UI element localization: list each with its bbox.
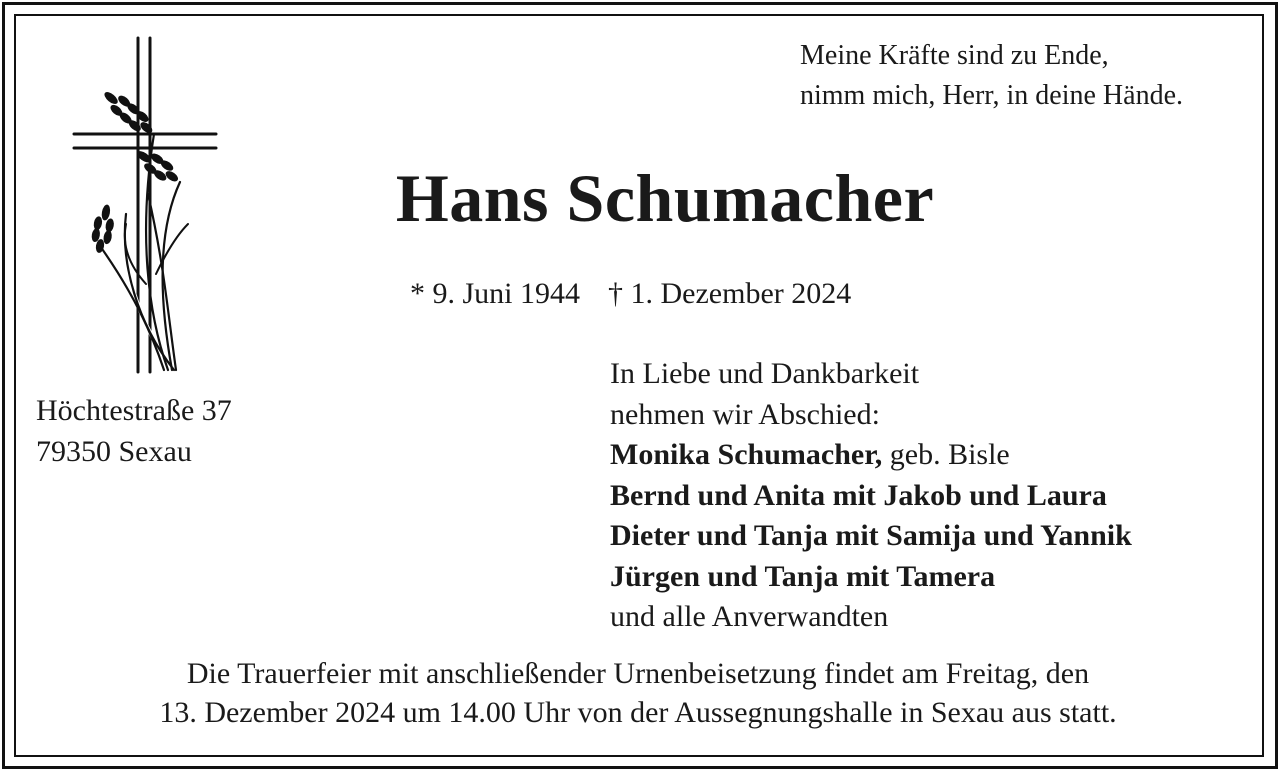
- address-block: [36, 390, 232, 472]
- mourner-family-2: Dieter und Tanja mit Samija und Yannik: [610, 519, 1132, 552]
- mourners-block: [610, 354, 1132, 638]
- mourner-family-3: Jürgen und Tanja mit Tamera: [610, 559, 996, 593]
- mourner-spouse: [610, 435, 1132, 476]
- mourner-family-1: Bernd und Anita mit Jakob und Laura: [610, 478, 1107, 512]
- address-city: 79350 Sexau: [36, 435, 192, 468]
- motto-line-2: nimm mich, Herr, in deine Hände.: [800, 80, 1183, 111]
- ceremony-notice: [18, 654, 1258, 732]
- spouse-maiden-name: geb. Bisle: [882, 438, 1010, 471]
- address-street: Höchtestraße 37: [36, 394, 232, 427]
- motto-line-1: Meine Kräfte sind zu Ende,: [800, 40, 1109, 71]
- deceased-name: Hans Schumacher: [395, 160, 935, 236]
- ceremony-line-2: 13. Dezember 2024 um 14.00 Uhr von der Aussegnungshalle in Sexau aus statt.: [159, 696, 1117, 729]
- spouse-name: Monika Schumacher,: [610, 438, 883, 471]
- mourners-intro-1: In Liebe und Dankbarkeit: [610, 357, 920, 390]
- life-dates: [410, 274, 851, 314]
- mourners-closing: und alle Anverwandten: [610, 600, 889, 633]
- birth-date: * 9. Juni 1944: [410, 277, 581, 310]
- death-date: † 1. Dezember 2024: [608, 277, 852, 310]
- mourners-intro-2: nehmen wir Abschied:: [610, 397, 880, 431]
- ceremony-line-1: Die Trauerfeier mit anschließender Urnenbeisetzung findet am Freitag, den: [186, 657, 1090, 690]
- motto-verse: [800, 36, 1183, 116]
